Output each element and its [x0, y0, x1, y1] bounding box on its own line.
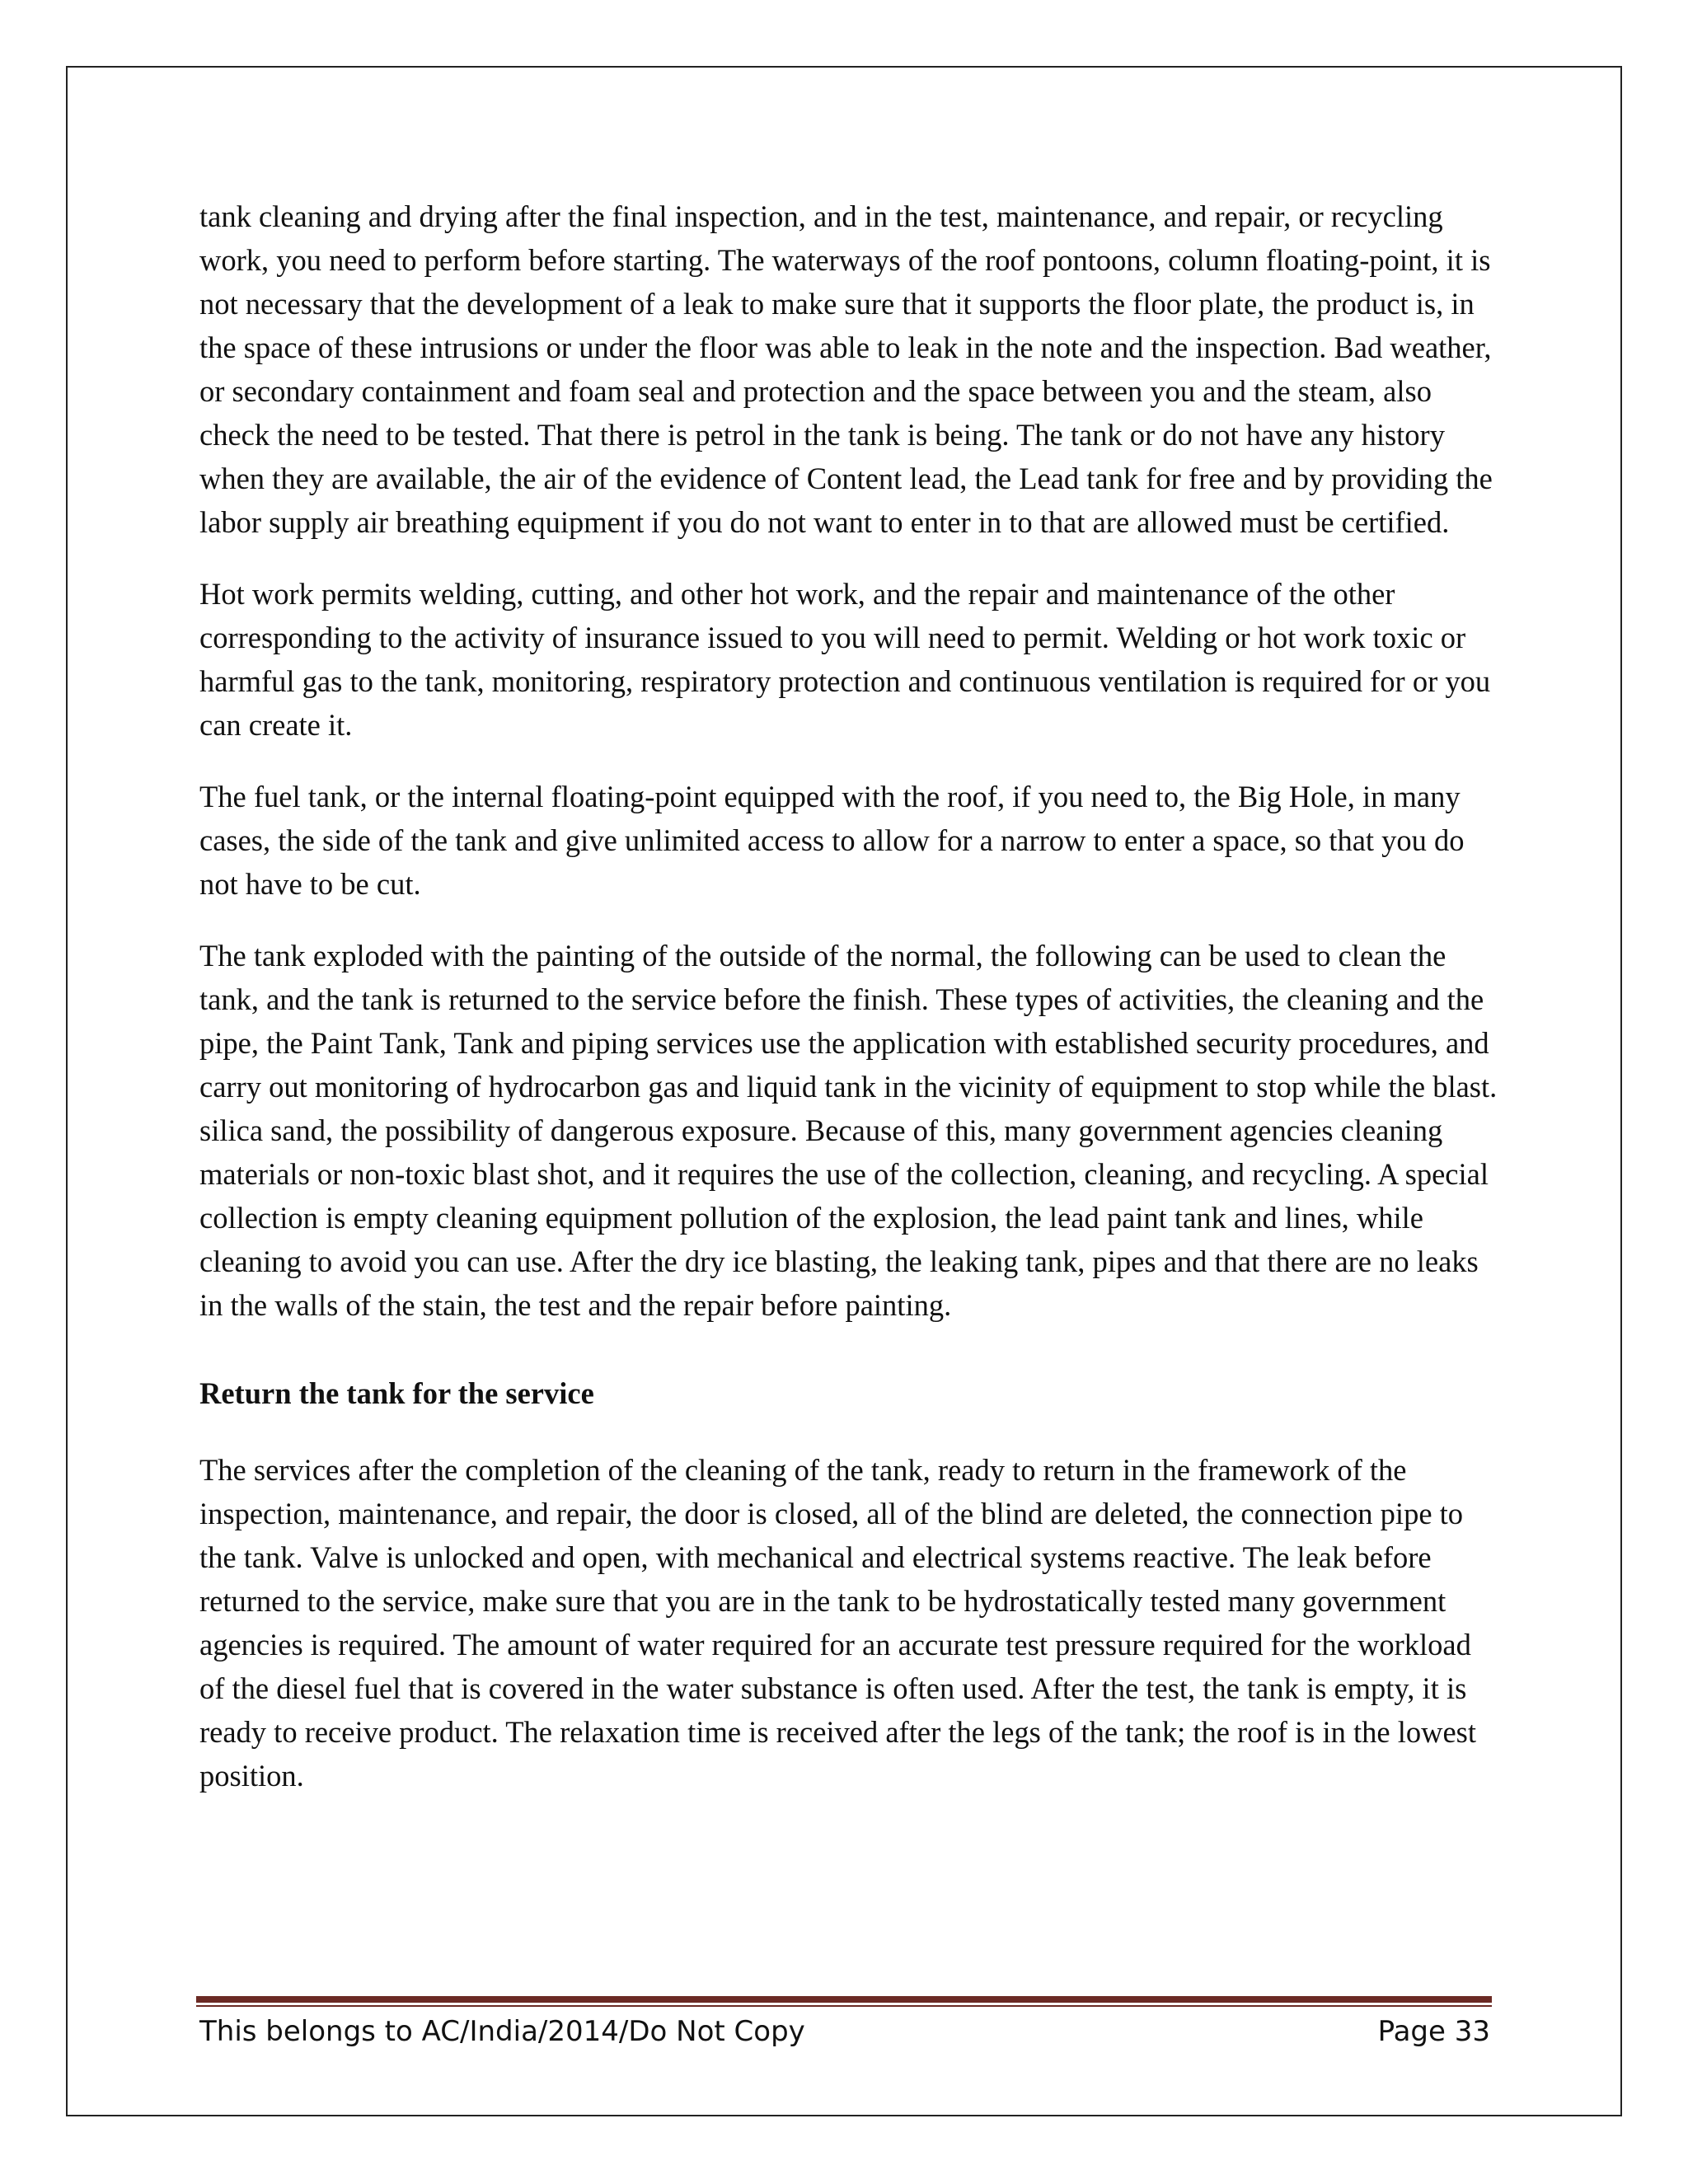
footer-divider-thick [196, 1996, 1492, 2003]
body-paragraph-4: The tank exploded with the painting of the outside of the normal, the following can be used to clean the tank, and the tank is returned to the service before the finish. These types of activities, the cleaning and the pipe, the Paint Tank, Tank and piping services use the application with established security procedures, and carry out monitoring of hydrocarbon gas and liquid tank in the vicinity of equipment to stop while the blast. silica sand, the possibility of dangerous exposure. Because of this, many government agencies cleaning materials or non-toxic blast shot, and it requires the use of the collection, cleaning, and recycling. A special collection is empty cleaning equipment pollution of the explosion, the lead paint tank and lines, while cleaning to avoid you can use. After the dry ice blasting, the leaking tank, pipes and that there are no leaks in the walls of the stain, the test and the repair before painting. [199, 939, 1498, 1322]
body-paragraph-3: The fuel tank, or the internal floating-point equipped with the roof, if you need to, the Big Hole, in many cases, the side of the tank and give unlimited access to allow for a narrow to enter a space, so that you do not have to be cut. [199, 780, 1465, 901]
page-footer [199, 2009, 1490, 2054]
body-paragraph-1: tank cleaning and drying after the final inspection, and in the test, maintenance, and repair, or recycling work, you need to perform before starting. The waterways of the roof pontoons, column floating-point, it is not necessary that the development of a leak to make sure that it supports the floor plate, the product is, in the space of these intrusions or under the floor was able to leak in the note and the inspection. Bad weather, or secondary containment and foam seal and protection and the space between you and the steam, also check the need to be tested. That there is petrol in the tank is being. The tank or do not have any history when they are available, the air of the evidence of Content lead, the Lead tank for free and by providing the labor supply air breathing equipment if you do not want to enter in to that are allowed must be certified. [199, 199, 1493, 539]
footer-divider-thin [196, 2005, 1492, 2007]
section-paragraph: The services after the completion of the cleaning of the tank, ready to return in the framework of the inspection, maintenance, and repair, the door is closed, all of the blind are deleted, the connection pipe to the tank. Valve is unlocked and open, with mechanical and electrical systems reactive. The leak before returned to the service, make sure that you are in the tank to be hydrostatically tested many government agencies is required. The amount of water required for an accurate test pressure required for the workload of the diesel fuel that is covered in the water substance is often used. After the test, the tank is empty, it is ready to receive product. The relaxation time is received after the legs of the tank; the roof is in the lowest position. [199, 1453, 1476, 1793]
footer-copyright-notice: This belongs to AC/India/2014/Do Not Copy [199, 2015, 805, 2048]
document-body [199, 194, 1502, 1825]
page-number: Page 33 [1377, 2015, 1490, 2048]
section-heading: Return the tank for the service [199, 1376, 594, 1410]
body-paragraph-2: Hot work permits welding, cutting, and other hot work, and the repair and maintenance of the other corresponding to the activity of insurance issued to you will need to permit. Welding or hot work toxic or harmful gas to the tank, monitoring, respiratory protection and continuous ventilation is required for or you can create it. [199, 577, 1491, 742]
